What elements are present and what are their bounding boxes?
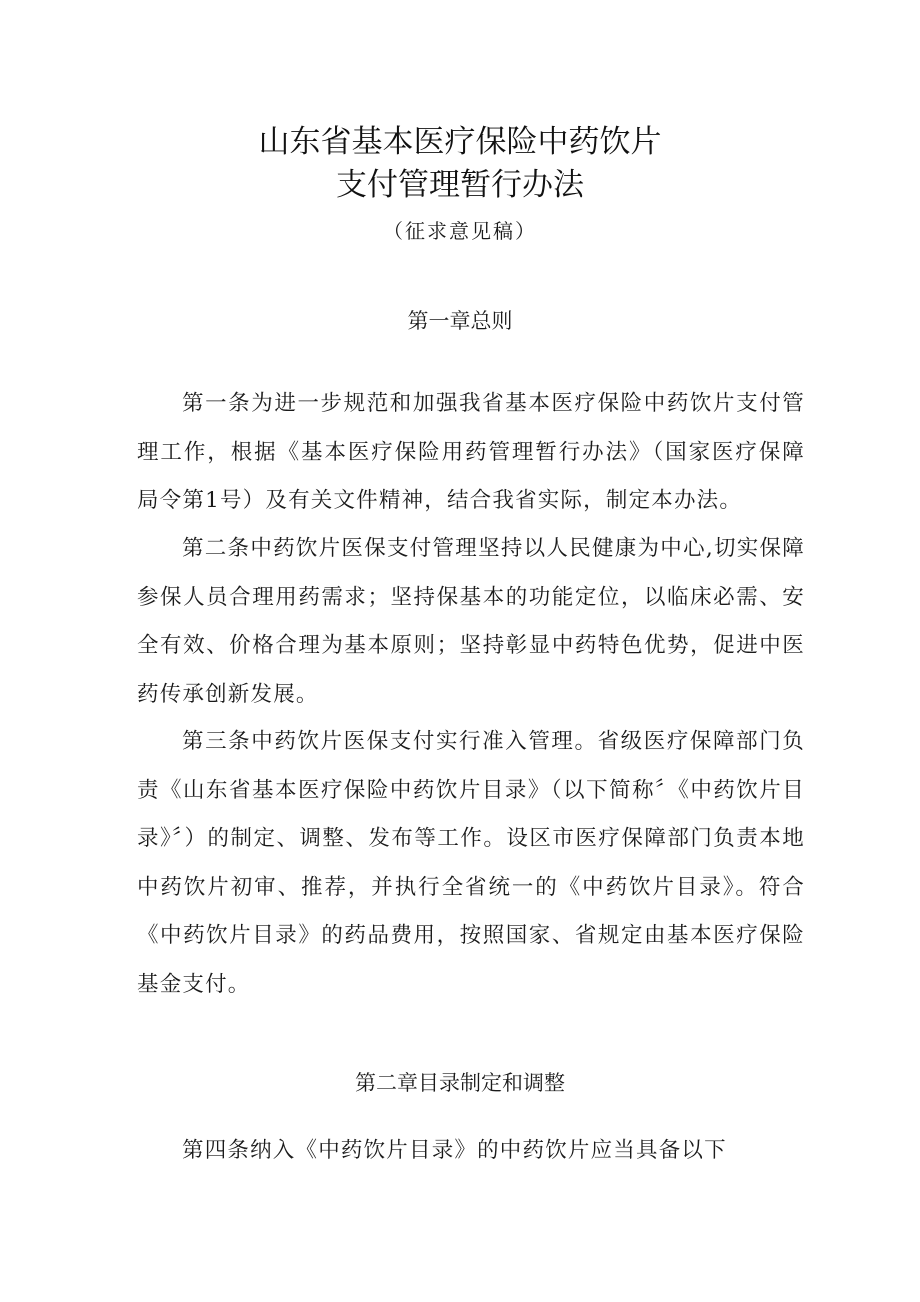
article-2 (137, 525, 805, 719)
document-title-line-2: 支付管理暂行办法 (336, 167, 584, 203)
article-3-text: 中药饮片医保支付实行准入管理。省级医疗保障部门负责《山东省基本医疗保险中药饮片目录》（以下简称〞《中药饮片目录》〞）的制定、调整、发布等工作。设区市医疗保障部门负责本地中药饮片初审、推荐，并执行全省统一的《中药饮片目录》。符合《中药饮片目录》的药品费用，按照国家、省规定由基本医疗保险基金支付。 (137, 729, 805, 997)
article-4-text: 纳入《中药饮片目录》的中药饮片应当具备以下 (250, 1138, 727, 1163)
article-1-label: 第一条 (182, 391, 252, 416)
document-subtitle: （征求意见稿） (383, 219, 537, 243)
article-1 (137, 380, 805, 526)
document-title-line-1: 山东省基本医疗保险中药饮片 (258, 124, 662, 160)
chapter-heading-2: 第二章目录制定和调整 (355, 1071, 565, 1095)
article-1-text: 为进一步规范和加强我省基本医疗保险中药饮片支付管理工作，根据《基本医疗保险用药管理暂行办法》（国家医疗保障局令第1号）及有关文件精神，结合我省实际，制定本办法。 (137, 391, 805, 513)
article-3-label: 第三条 (182, 729, 252, 754)
article-3 (137, 718, 805, 1009)
article-4-label: 第四条 (182, 1138, 251, 1163)
chapter-heading-1: 第一章总则 (407, 309, 513, 333)
article-2-text: 中药饮片医保支付管理坚持以人民健康为中心,切实保障参保人员合理用药需求；坚持保基本的功能定位，以临床必需、安全有效、价格合理为基本原则；坚持彰显中药特色优势，促进中医药传承创新发展。 (137, 536, 805, 707)
article-2-label: 第二条 (182, 536, 251, 561)
article-4 (137, 1127, 805, 1176)
